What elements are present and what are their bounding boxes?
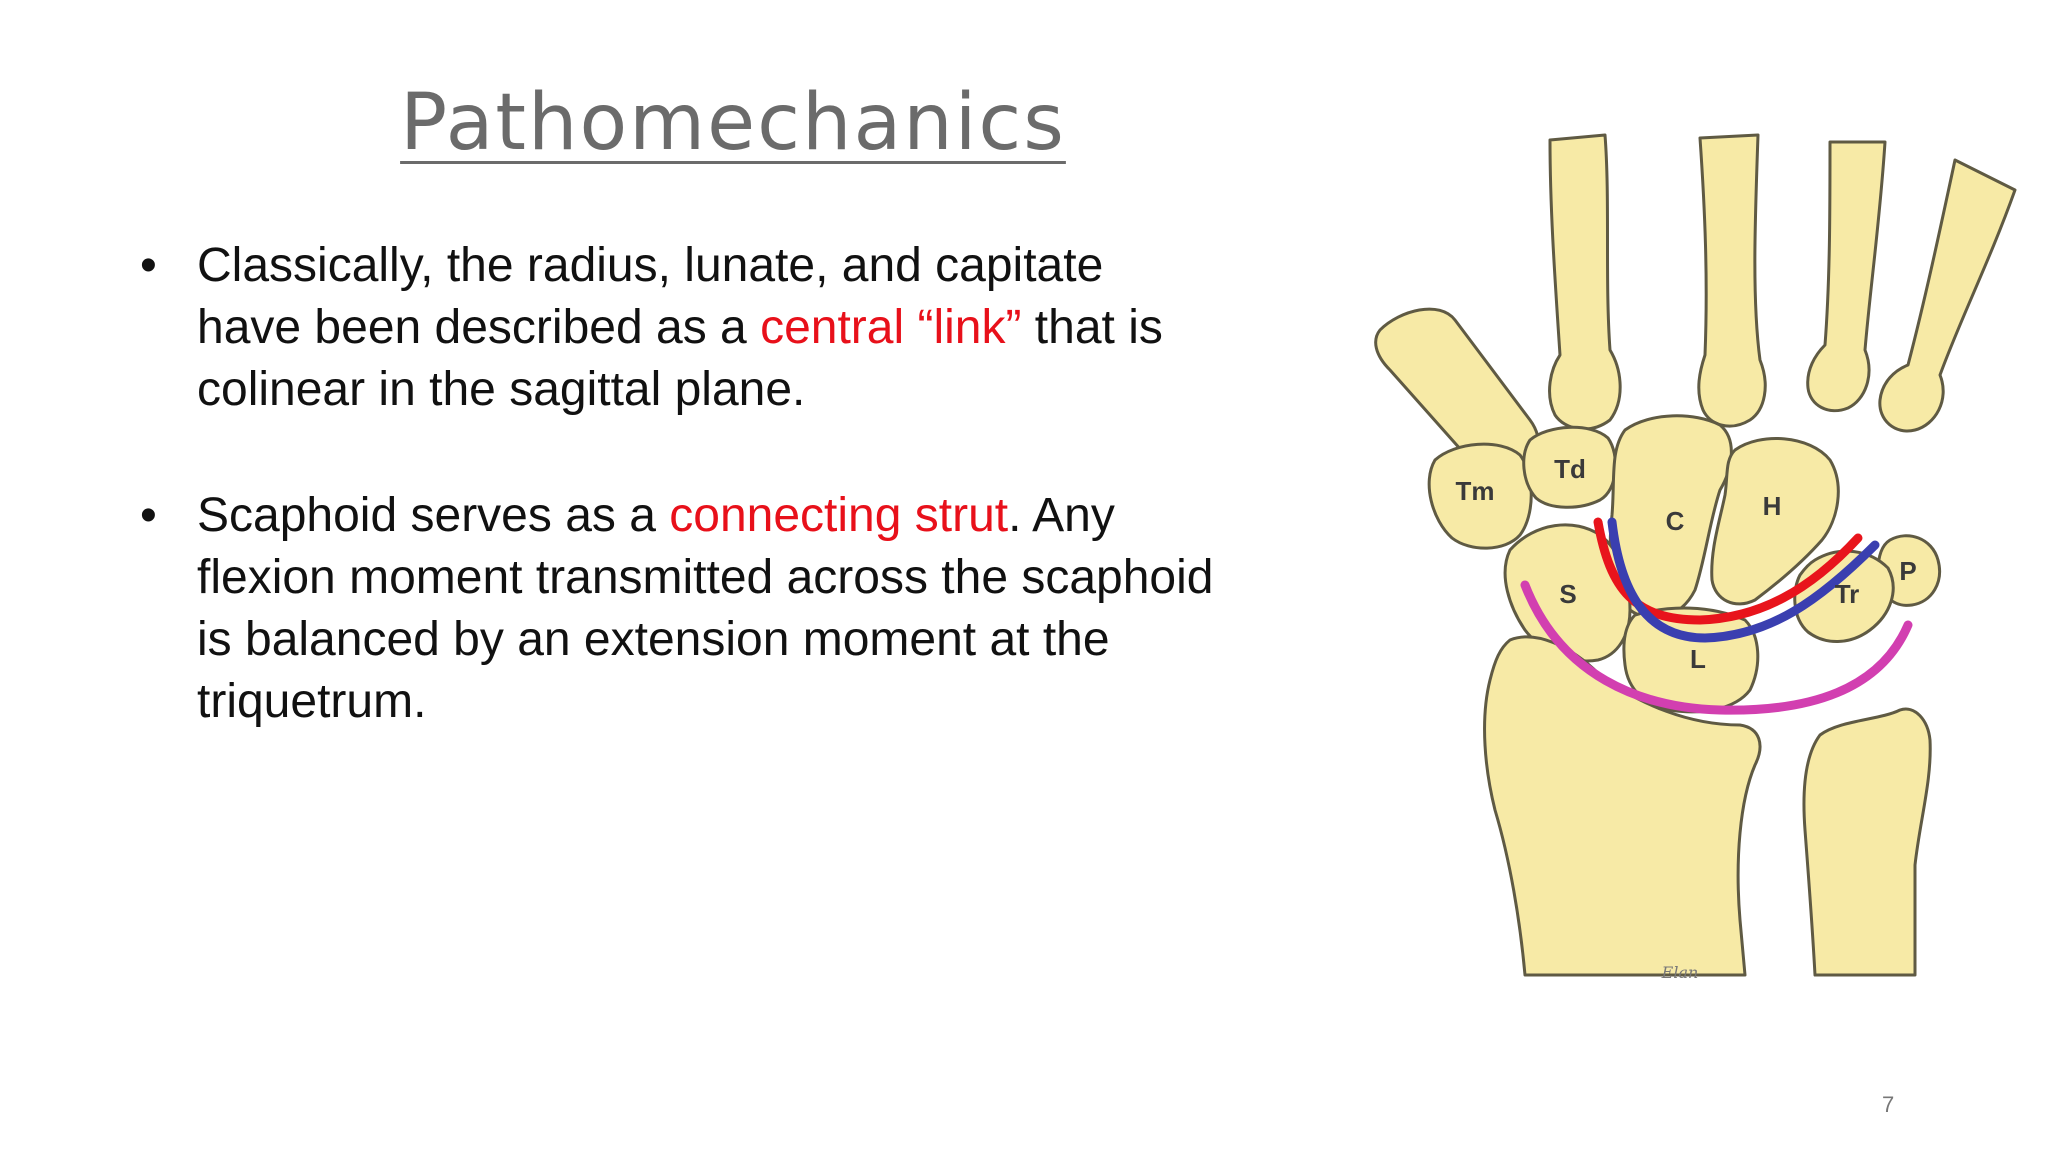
artist-signature: Elan bbox=[1661, 963, 1699, 982]
bullet-text: Classically, the radius, lunate, and capitate have been described as a bbox=[197, 239, 1104, 354]
metacarpal-5 bbox=[1880, 160, 2015, 431]
page-number: 7 bbox=[1882, 1092, 1895, 1117]
ulna-bone bbox=[1804, 709, 1930, 975]
highlight-connecting-strut: connecting strut bbox=[669, 489, 1009, 542]
highlight-central-link: central “link” bbox=[760, 301, 1022, 354]
label-scaphoid: S bbox=[1559, 579, 1577, 609]
label-trapezium: Tm bbox=[1455, 476, 1495, 506]
bullet-list bbox=[140, 235, 1220, 797]
bullet-text: . Any flexion moment transmitted across the scaphoid is balanced by an extension moment at the triquetrum. bbox=[197, 489, 1214, 728]
bullet-item bbox=[140, 485, 1220, 733]
bullet-item bbox=[140, 235, 1220, 421]
label-hamate: H bbox=[1762, 491, 1782, 521]
bullet-text: Scaphoid serves as a bbox=[197, 489, 670, 542]
wrist-bones-illustration bbox=[1360, 120, 2040, 1000]
bullet-marker: • bbox=[140, 239, 157, 292]
label-lunate: L bbox=[1690, 644, 1706, 674]
metacarpal-2 bbox=[1550, 135, 1621, 429]
metacarpal-4 bbox=[1808, 142, 1885, 411]
label-capitate: C bbox=[1665, 506, 1685, 536]
bullet-marker: • bbox=[140, 489, 157, 542]
label-triquetrum: Tr bbox=[1834, 579, 1860, 609]
bullet-text: that is colinear in the sagittal plane. bbox=[197, 301, 1163, 416]
slide-title: Pathomechanics bbox=[400, 78, 1066, 168]
label-trapezoid: Td bbox=[1554, 454, 1586, 484]
label-pisiform: P bbox=[1899, 556, 1917, 586]
metacarpal-3 bbox=[1699, 135, 1765, 426]
